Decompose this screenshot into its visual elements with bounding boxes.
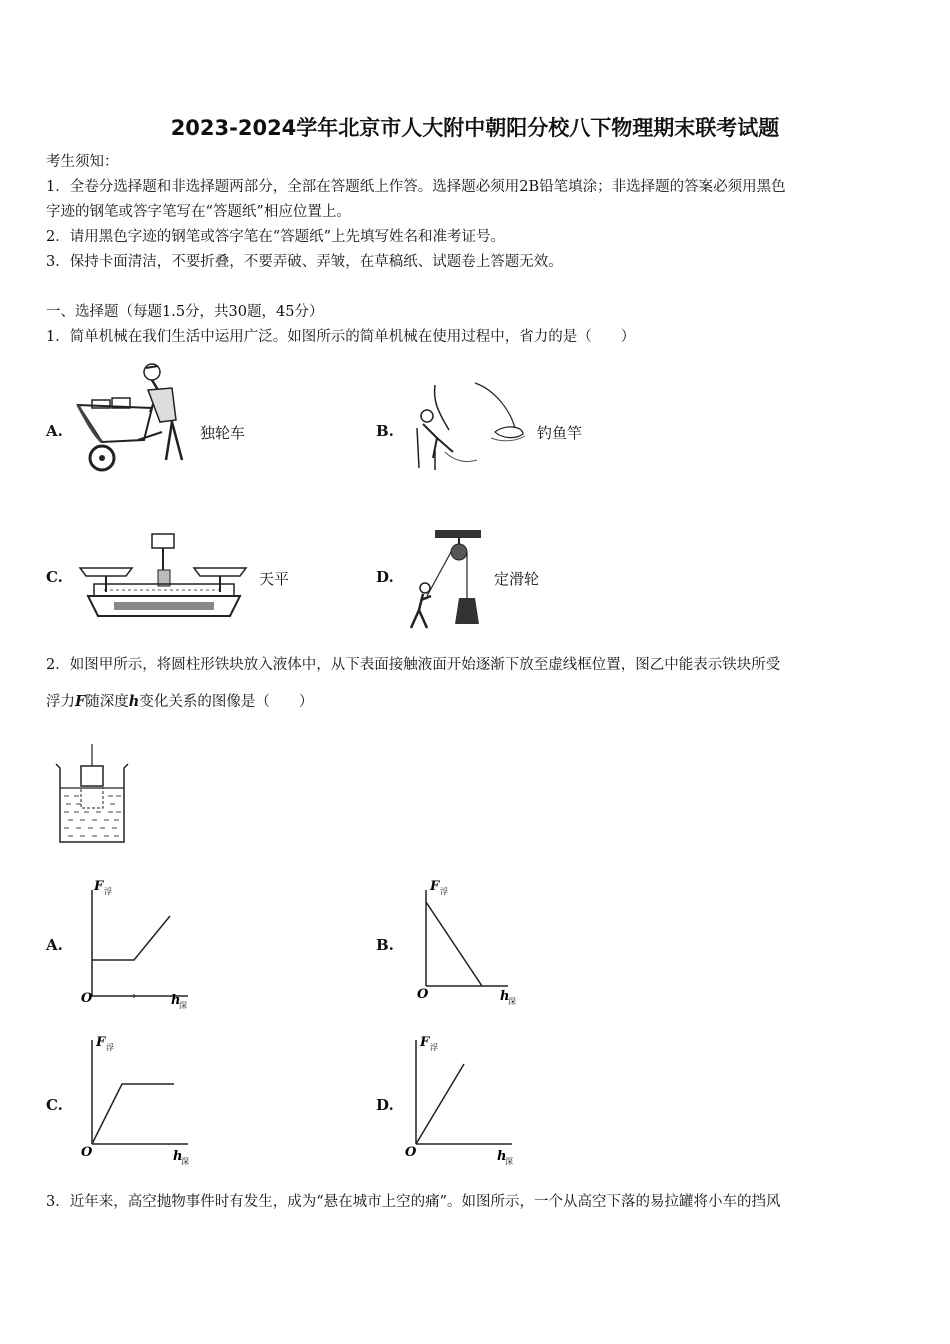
question-2-stem-line1: 2．如图甲所示，将圆柱形铁块放入液体中，从下表面接触液面开始逐渐下放至虚线框位置，图乙中能表示铁块所受 <box>46 657 781 673</box>
q1-option-b-label: 钓鱼竿 <box>537 424 583 442</box>
fishing-rod-illustration <box>405 380 530 475</box>
q1-option-a-label: 独轮车 <box>200 424 246 442</box>
q2-graph-c <box>78 1032 208 1167</box>
notice-item-1: 1．全卷分选择题和非选择题两部分，全部在答题纸上作答。选择题必须用2B铅笔填涂；非选择题的答案必须用黑色 <box>46 179 786 195</box>
wheelbarrow-illustration <box>72 360 197 475</box>
svg-text:浮: 浮 <box>104 887 112 896</box>
q1-option-c-letter: C. <box>46 568 63 586</box>
svg-text:深: 深 <box>181 1157 189 1166</box>
fixed-pulley-illustration <box>405 528 485 633</box>
q2-graph-a <box>78 876 208 1011</box>
svg-text:深: 深 <box>508 997 516 1006</box>
question-2-stem-line2: 浮力F随深度h变化关系的图像是（ ） <box>46 693 314 710</box>
svg-text:O: O <box>417 987 429 1002</box>
notice-item-1-cont: 字迹的钢笔或答字笔写在“答题纸”相应位置上。 <box>46 204 351 220</box>
notice-heading: 考生须知： <box>46 154 119 170</box>
x-axis-label: h <box>171 993 181 1008</box>
q2-option-a-letter: A. <box>46 936 63 954</box>
q2-graph-b <box>412 876 542 1011</box>
svg-text:O: O <box>81 1145 93 1160</box>
notice-item-3: 3．保持卡面清洁，不要折叠，不要弄破、弄皱，在草稿纸、试题卷上答题无效。 <box>46 254 563 270</box>
y-axis-label: F <box>94 879 104 894</box>
q2-option-b-letter: B. <box>376 936 394 954</box>
svg-text:h: h <box>497 1149 507 1164</box>
svg-text:浮: 浮 <box>440 887 448 896</box>
svg-text:O: O <box>405 1145 417 1160</box>
q1-option-c-label: 天平 <box>259 570 290 588</box>
q2-graph-d <box>402 1032 532 1167</box>
page-title: 2023-2024学年北京市人大附中朝阳分校八下物理期末联考试题 <box>170 116 780 140</box>
question-3-stem: 3．近年来，高空抛物事件时有发生，成为“悬在城市上空的痛”。如图所示，一个从高空下落的易拉罐将小车的挡风 <box>46 1194 781 1210</box>
svg-text:浮: 浮 <box>430 1043 438 1052</box>
section-heading: 一、选择题（每题1.5分，共30题，45分） <box>46 304 324 320</box>
q1-option-d-letter: D. <box>376 568 394 586</box>
svg-text:h: h <box>500 989 510 1004</box>
svg-text:F: F <box>430 879 440 894</box>
q1-option-a-letter: A. <box>46 422 63 440</box>
svg-text:F: F <box>420 1035 430 1050</box>
svg-text:深: 深 <box>179 1001 187 1010</box>
question-1-stem: 1．简单机械在我们生活中运用广泛。如图所示的简单机械在使用过程中，省力的是（ ） <box>46 329 636 345</box>
balance-illustration <box>74 530 254 625</box>
q2-option-d-letter: D. <box>376 1096 394 1114</box>
svg-text:浮: 浮 <box>106 1043 114 1052</box>
svg-text:F: F <box>96 1035 106 1050</box>
notice-item-2: 2．请用黑色字迹的钢笔或答字笔在“答题纸”上先填写姓名和准考证号。 <box>46 229 506 245</box>
svg-text:h: h <box>173 1149 183 1164</box>
q1-option-b-letter: B. <box>376 422 394 440</box>
origin-label: O <box>81 991 93 1006</box>
beaker-figure <box>52 742 132 847</box>
svg-text:深: 深 <box>505 1157 513 1166</box>
q1-option-d-label: 定滑轮 <box>494 570 540 588</box>
q2-option-c-letter: C. <box>46 1096 63 1114</box>
